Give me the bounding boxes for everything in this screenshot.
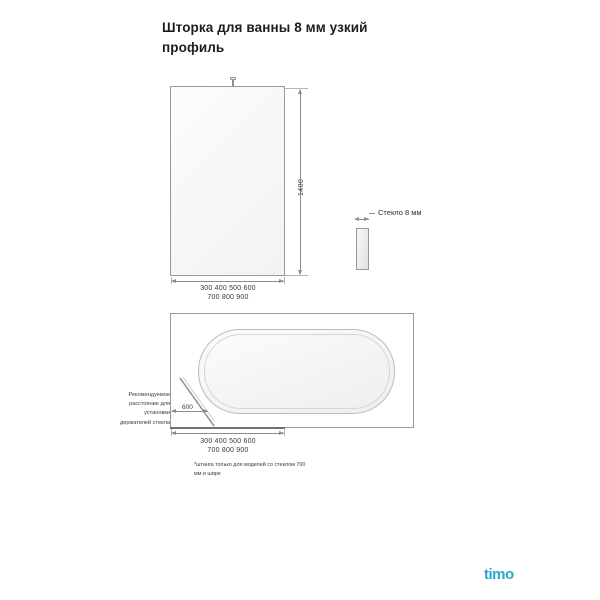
offset-dimension-label: 600 [182, 404, 193, 411]
arrow-left-icon [354, 217, 359, 221]
plan-width-label-line2: 700 800 900 [207, 447, 249, 454]
holder-distance-note: Рекомендуемое расстояние для установки держателей стекла [120, 392, 170, 426]
arrow-left-icon [171, 409, 176, 413]
width-dimension-line [172, 281, 284, 282]
arrow-down-icon [298, 270, 302, 275]
height-dimension-label: 1400 [298, 178, 305, 196]
glass-cross-section [356, 228, 369, 270]
ext-line-top [285, 88, 308, 89]
bathtub-front-edge [170, 427, 285, 429]
arrow-right-icon [203, 409, 208, 413]
plan-footnote: *штанга только для моделей со стеклом 700 мм и шире [194, 462, 306, 477]
arrow-right-icon [279, 279, 284, 283]
width-dimension-label-line2: 700 800 900 [207, 294, 249, 301]
glass-panel-plan [178, 376, 216, 428]
ext-line-bottom [285, 275, 308, 276]
plan-width-label-line1: 300 400 500 600 [200, 438, 256, 445]
bathtub-inner-outline [204, 334, 390, 409]
arrow-left-icon [171, 279, 176, 283]
width-dimension-label-line1: 300 400 500 600 [200, 285, 256, 292]
ext-line-right [284, 277, 285, 284]
page-title: Шторка для ванны 8 мм узкий профиль [162, 20, 368, 55]
arrow-left-icon [171, 431, 176, 435]
plan-width-dimension-line [172, 433, 284, 434]
arrow-right-icon [364, 217, 369, 221]
brand-logo [484, 566, 514, 583]
brand-logo-text: timo [484, 566, 514, 583]
glass-label-leader-line [369, 213, 375, 214]
glass-panel-front [170, 86, 285, 276]
arrow-up-icon [298, 89, 302, 94]
glass-thickness-label: Стекло 8 мм [378, 208, 422, 217]
ext-line-right [284, 429, 285, 436]
arrow-right-icon [279, 431, 284, 435]
